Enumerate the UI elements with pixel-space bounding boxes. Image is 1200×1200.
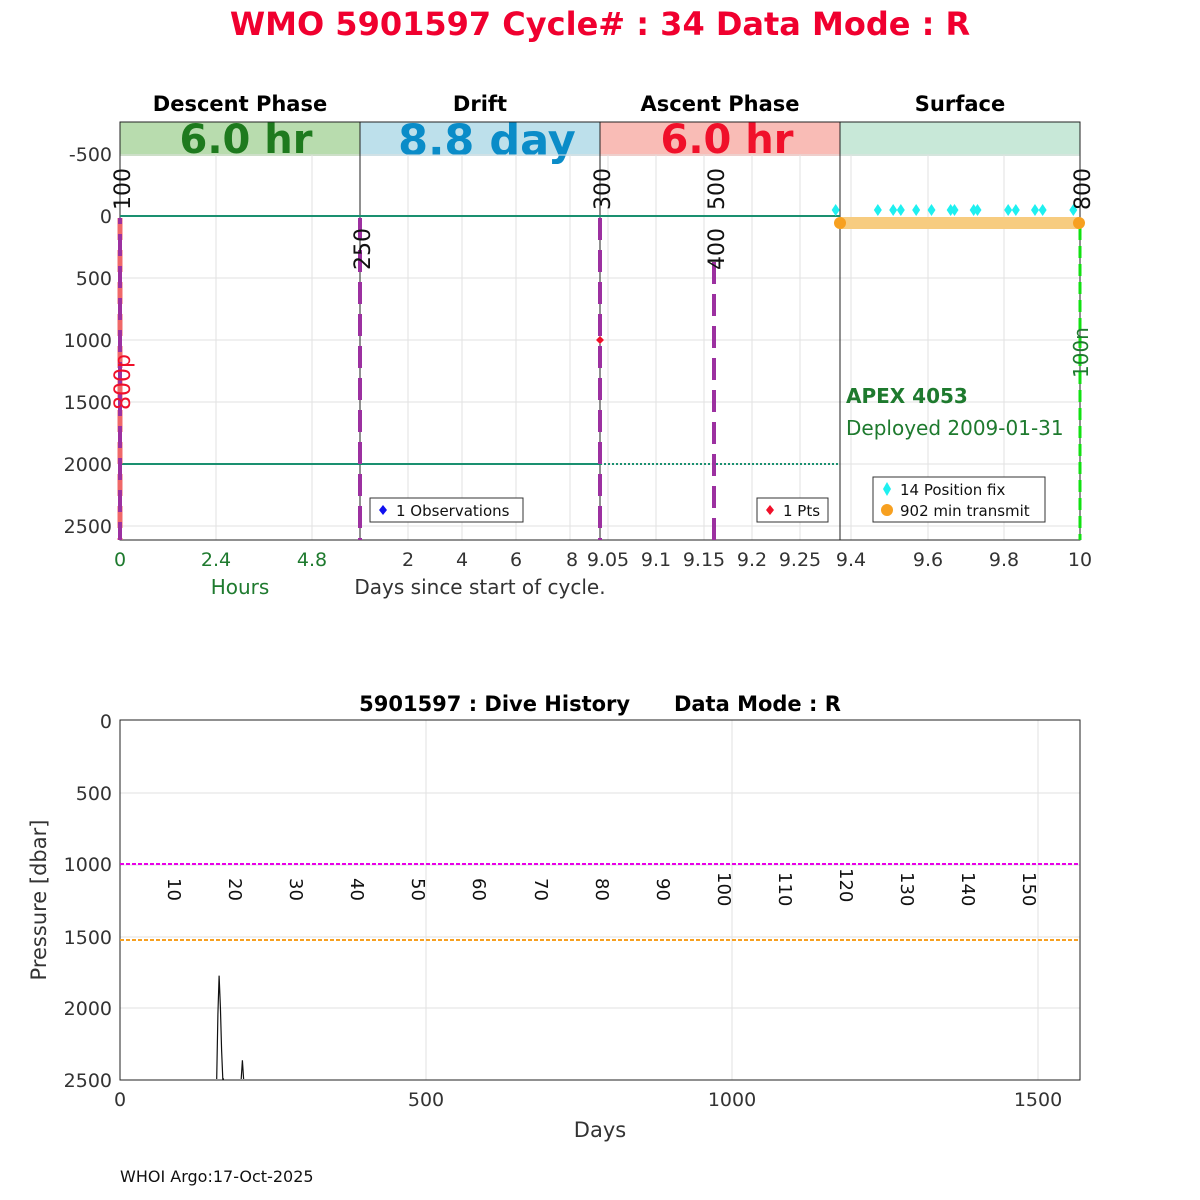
footer-credit: WHOI Argo:17-Oct-2025: [120, 1167, 314, 1186]
cycle-y-tick: 1000: [63, 330, 112, 352]
legend-observations-label: 1 Observations: [396, 502, 510, 520]
history-y-tick: 1000: [63, 854, 112, 876]
rot-label-800: 800: [1071, 168, 1096, 210]
cycle-y-tick: 2500: [63, 516, 112, 538]
cycle-x-days-label: Days since start of cycle.: [354, 575, 606, 599]
apex-model: APEX 4053: [846, 384, 968, 408]
legend-observations: [370, 498, 523, 522]
cycle-x-hours-ticks: [114, 549, 327, 571]
cycle-number-label: 120: [835, 868, 856, 903]
history-y-tick: 1500: [63, 927, 112, 949]
history-x-tick: 500: [407, 1089, 445, 1111]
rot-label-100n: 100n: [1069, 327, 1093, 378]
history-y-label: Pressure [dbar]: [27, 819, 51, 981]
cycle-x-hours-tick: 4.8: [296, 549, 328, 571]
cycle-x-day-tick: 8: [565, 549, 579, 571]
cycle-y-tick: 0: [99, 206, 112, 228]
cycle-y-tick: 500: [75, 268, 112, 290]
position-fix-marker: [1039, 204, 1047, 216]
history-y-tick: 2000: [63, 998, 112, 1020]
dive-history-line: [217, 976, 224, 1079]
cycle-number-label: 110: [774, 872, 795, 907]
position-fix-marker: [832, 204, 840, 216]
cycle-x-day-tick: 2: [401, 549, 415, 571]
cycle-number-label: 130: [896, 872, 917, 907]
phase-duration-descent: 6.0 hr: [179, 117, 313, 163]
cycle-y-tick: 1500: [63, 392, 112, 414]
cycle-x-surface-tick: 9.6: [912, 549, 944, 571]
cycle-number-label: 90: [652, 878, 673, 901]
position-fix-marker: [1004, 204, 1012, 216]
cycle-number-label: 40: [346, 878, 367, 901]
history-x-tick: 0: [113, 1089, 127, 1111]
history-panel: [27, 692, 1080, 1142]
cycle-number-label: 100: [713, 872, 734, 907]
history-x-tick: 1000: [707, 1089, 757, 1111]
cycle-x-hours-label: Hours: [210, 575, 270, 599]
cycle-x-ascent-tick: 9.15: [682, 549, 726, 571]
legend-surface: [873, 477, 1045, 522]
history-y-tick: 0: [99, 711, 112, 733]
cycle-x-hours-tick: 0: [113, 549, 127, 571]
phase-duration-drift: 8.8 day: [398, 116, 576, 166]
dive-history-line: [241, 1060, 243, 1079]
history-y-tick: 500: [75, 783, 112, 805]
history-x-ticks: [114, 1089, 1062, 1111]
cycle-x-day-tick: 4: [455, 549, 469, 571]
cycle-x-ascent-tick: 9.05: [586, 549, 630, 571]
rot-label-500: 500: [705, 168, 730, 210]
cycle-x-surface-tick: 9.8: [988, 549, 1020, 571]
transmit-end-marker: [1073, 217, 1085, 229]
cycle-y-tick-labels: [64, 144, 112, 538]
cycle-number-label: 140: [957, 872, 978, 907]
cycle-number-label: 10: [163, 878, 184, 901]
transmit-band: [840, 217, 1080, 229]
phase-name-ascent: Ascent Phase: [640, 92, 800, 116]
cycle-x-hours-tick: 2.4: [200, 549, 232, 571]
deployed-date: Deployed 2009-01-31: [846, 416, 1064, 440]
rot-label-250: 250: [351, 228, 376, 270]
cycle-panel: [64, 92, 1096, 599]
figure-title: WMO 5901597 Cycle# : 34 Data Mode : R: [229, 5, 971, 43]
rot-label-800p: 800p: [111, 354, 136, 410]
position-fix-marker: [897, 204, 905, 216]
cycle-x-surface-tick: 10: [1067, 549, 1093, 571]
legend-pts-label: 1 Pts: [783, 502, 821, 520]
cycle-y-tick: -500: [68, 144, 112, 166]
phase-duration-ascent: 6.0 hr: [660, 117, 794, 163]
history-x-label: Days: [573, 1118, 627, 1142]
cycle-number-labels: [163, 868, 1039, 906]
legend-pts: [757, 498, 828, 522]
position-fix-marker: [912, 204, 920, 216]
cycle-number-label: 30: [285, 878, 306, 901]
history-title: 5901597 : Dive History Data Mode : R: [359, 692, 841, 716]
position-fix-marker: [1031, 204, 1039, 216]
history-x-tick: 1500: [1013, 1089, 1063, 1111]
phase-name-drift: Drift: [452, 92, 508, 116]
phase-bar-surface: [840, 122, 1080, 156]
rot-label-400: 400: [705, 228, 730, 270]
legend-transmit-label: 902 min transmit: [900, 502, 1030, 520]
legend-position-fix-label: 14 Position fix: [900, 481, 1006, 499]
history-y-ticks: [64, 711, 112, 1092]
rot-label-300: 300: [591, 168, 616, 210]
cycle-x-day-tick: 6: [509, 549, 523, 571]
transmit-start-marker: [834, 217, 846, 229]
position-fix-marker: [874, 204, 882, 216]
phase-name-descent: Descent Phase: [152, 92, 328, 116]
cycle-number-label: 20: [224, 878, 245, 901]
position-fix-marker: [889, 204, 897, 216]
cycle-x-ascent-tick: 9.1: [640, 549, 672, 571]
cycle-number-label: 70: [530, 878, 551, 901]
position-fix-marker: [1012, 204, 1020, 216]
cycle-x-ascent-tick: 9.2: [736, 549, 768, 571]
transmit-icon: [881, 504, 893, 516]
cycle-x-surface-tick: 9.4: [835, 549, 867, 571]
cycle-x-ascent-tick: 9.25: [778, 549, 822, 571]
cycle-x-days-ticks: [402, 549, 1092, 571]
cycle-number-label: 80: [591, 878, 612, 901]
observation-point: [596, 336, 604, 344]
history-y-tick: 2500: [63, 1070, 112, 1092]
cycle-y-tick: 2000: [63, 454, 112, 476]
cycle-number-label: 60: [468, 878, 489, 901]
phase-name-surface: Surface: [914, 92, 1006, 116]
position-fix-marker: [927, 204, 935, 216]
history-marks: [217, 976, 244, 1079]
rot-label-100: 100: [111, 168, 136, 210]
cycle-number-label: 50: [407, 878, 428, 901]
cycle-number-label: 150: [1018, 872, 1039, 907]
